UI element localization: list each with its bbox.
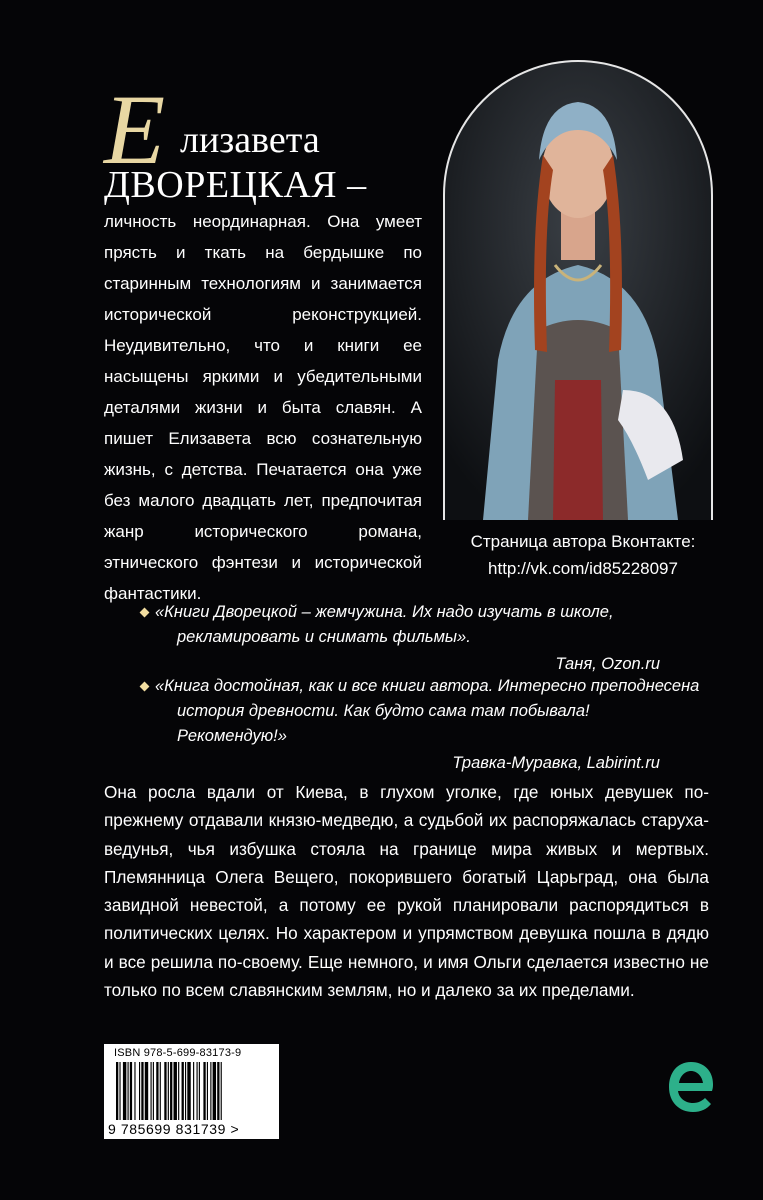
barcode-bar [203,1062,205,1120]
vk-label: Страница автора Вконтакте: [470,532,696,551]
barcode-bar [221,1062,222,1120]
barcode-bar [123,1062,126,1120]
publisher-logo-icon [665,1058,717,1116]
author-bio: личность неординарная. Она умеет прясть и ткать на бердышке по старинным технологиям и занимается исторической реконструкцией. Неудивительно, что и книги ее насыщены яркими и убедительными деталями жизни и быта славян. А пишет Елизавета всю сознательную жизнь, с детства. Печатается она уже без малого двадцать лет, предпочитая жанр исторического романа, этнического фэнтези и исторической фантастики. [104,212,422,603]
barcode-bar [213,1062,216,1120]
vk-info [443,528,723,582]
barcode-bar [210,1062,211,1120]
review-text: «Книга достойная, как и все книги автора. Интересно преподнесена история древности. Как будто сама там побывала! Рекомендую!» [155,677,700,745]
barcode-bar [130,1062,132,1120]
barcode-bar [174,1062,177,1120]
review-quote [155,674,700,777]
author-initial-letter: Е [104,74,166,185]
barcode-digits: 9 785699 831739 > [108,1121,240,1137]
author-portrait [443,60,713,520]
barcode-bar [185,1062,186,1120]
barcode-bar [156,1062,158,1120]
diamond-bullet-icon [140,682,150,692]
barcode-bar [151,1062,152,1120]
barcode-bar [207,1062,208,1120]
review-text: «Книги Дворецкой – жемчужина. Их надо изучать в школе, рекламировать и снимать фильмы». [155,603,614,646]
barcode-bar [170,1062,172,1120]
barcode-bar [182,1062,184,1120]
barcode-bar [199,1062,200,1120]
barcode [104,1044,279,1139]
barcode-bar [141,1062,143,1120]
review-source: Таня, Ozon.ru [555,655,660,673]
barcode-bar [128,1062,129,1120]
author-first-name: лизавета [180,119,320,161]
barcode-bar [139,1062,140,1120]
review-quote [155,600,700,678]
barcode-bar [187,1062,190,1120]
barcode-bar [217,1062,219,1120]
barcode-bar [193,1062,194,1120]
review-source: Травка-Муравка, Labirint.ru [452,754,660,772]
barcode-bar [168,1062,169,1120]
barcode-bar [160,1062,161,1120]
barcode-bar [197,1062,198,1120]
barcode-bar [145,1062,148,1120]
book-synopsis: Она росла вдали от Киева, в глухом уголке, где юных девушек по-прежнему отдавали князю-медведю, а судьбой их распоряжалась старуха-ведунья, чья избушка стояла на границе мира живых и мертвых. Племянница Олега Вещего, покорившего богатый Царьград, она была завидной невестой, а потому ее рукой планировали распорядиться в политических целях. Но характером и упрямством девушка пошла в дядю и все решила по-своему. Еще немного, и имя Ольги сделается известно не только по всем славянским землям, но и далеко за их пределами. [104,782,709,1001]
barcode-bar [134,1062,135,1120]
vk-link[interactable]: http://vk.com/id85228097 [488,559,678,578]
barcode-bar [164,1062,166,1120]
barcode-bar [178,1062,179,1120]
author-last-name: ДВОРЕЦКАЯ – [104,164,367,206]
diamond-bullet-icon [140,608,150,618]
barcode-bar [116,1062,118,1120]
barcode-bar [119,1062,120,1120]
isbn-number: ISBN 978-5-699-83173-9 [114,1047,242,1059]
barcode-bar [153,1062,154,1120]
